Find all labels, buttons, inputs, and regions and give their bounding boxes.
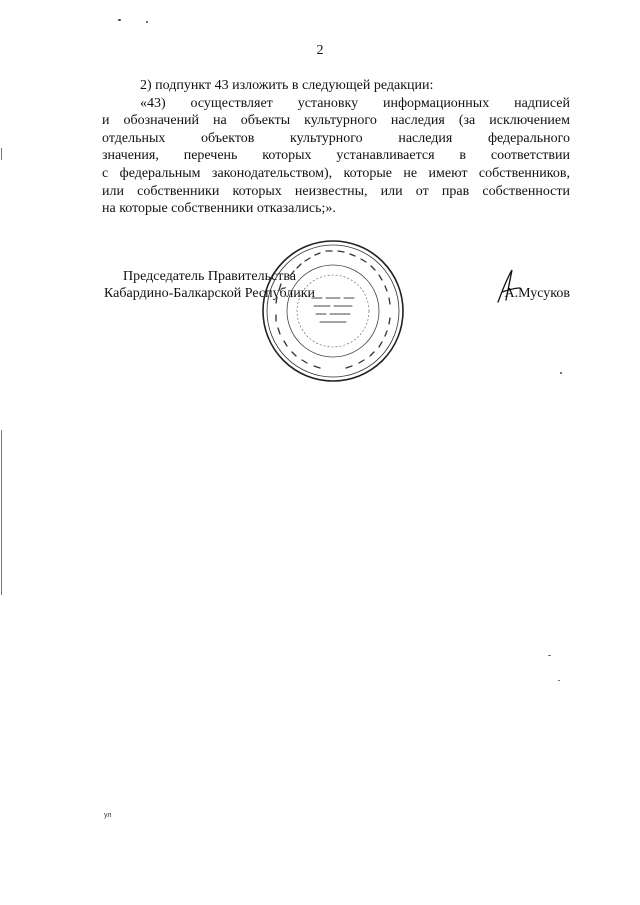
scan-speck: [146, 21, 148, 23]
scan-speck: [548, 655, 551, 656]
body-line: и обозначений на объекты культурного наследия (за исключением: [102, 113, 570, 129]
page-number: 2: [316, 43, 324, 58]
body-text: [102, 77, 570, 218]
body-line: на которые собственники отказались;».: [102, 201, 336, 217]
signatory-title: [104, 268, 315, 302]
scan-speck: [560, 372, 562, 374]
body-line: отдельных объектов культурного наследия федерального: [102, 130, 570, 146]
signatory-name: А.Мусуков: [504, 286, 570, 301]
scan-margin-tick: [1, 148, 2, 160]
signatory-title-line: Председатель Правительства: [123, 269, 296, 284]
scan-speck: [118, 19, 121, 21]
body-line: с федеральным законодательством), которые не имеют собственников,: [102, 165, 570, 181]
body-line: или собственники которых неизвестны, или от прав собственности: [102, 183, 570, 199]
footer-mark: ул: [104, 812, 112, 819]
body-line: значения, перечень которых устанавливается в соответствии: [102, 148, 570, 164]
scan-speck: [558, 680, 560, 681]
official-seal-icon: [260, 238, 406, 384]
signatory-title-line: Кабардино-Балкарской Республики: [104, 286, 315, 301]
scan-margin-line: [1, 430, 2, 595]
body-line: «43) осуществляет установку информационных надписей: [140, 95, 570, 111]
body-line: 2) подпункт 43 изложить в следующей редакции:: [140, 78, 434, 93]
